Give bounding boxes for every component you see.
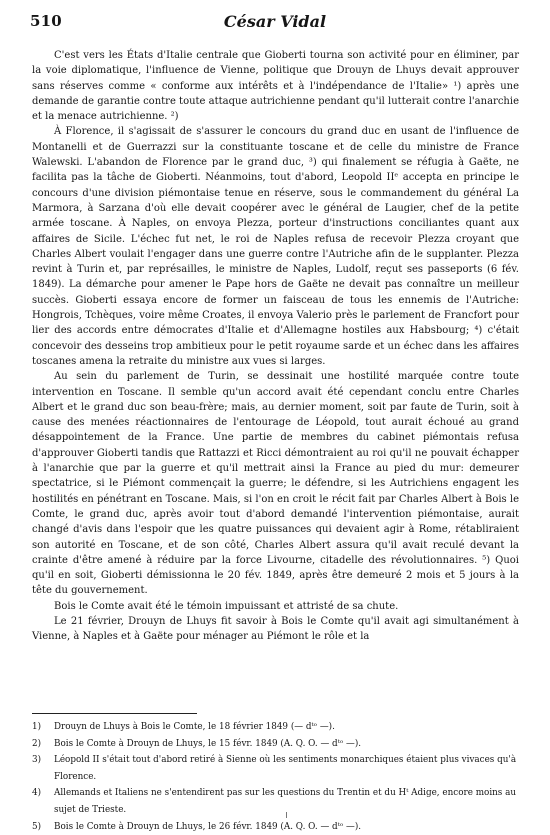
footnote-divider	[32, 713, 197, 714]
footnote	[32, 719, 519, 736]
body-text	[32, 48, 519, 645]
print-speck	[286, 812, 287, 818]
footnote	[32, 819, 519, 835]
footnote-text: Bois le Comte à Drouyn de Lhuys, le 26 févr. 1849 (A. Q. O. — dᵗᵒ —).	[54, 821, 362, 832]
page-number: 510	[30, 12, 62, 30]
body-paragraph: Au sein du parlement de Turin, se dessinait une hostilité marquée contre toute intervention en Toscane. Il semble qu'un accord avait été cependant conclu entre Charles Albert et le grand duc son beau-frère; mais, au dernier moment, soit par faute de Turin, soit à cause des menées réactionnaires de l'entourage de Léopold, tout aurait échoué au grand désappointement de la France. Une partie de membres du cabinet piémontais refusa d'approuver Gioberti tandis que Rattazzi et Ricci démontraient au roi qu'il ne pouvait échapper à l'anarchie que par la guerre et qu'il mettrait ainsi la France au pied du mur: demeurer spectatrice, si le Piémont commençait la guerre; le défendre, si les Autrichiens engagent les hostilités en pénétrant en Toscane. Mais, si l'on en croit le récit fait par Charles Albert à Bois le Comte, le grand duc, après avoir tout d'abord demandé l'intervention piémontaise, aurait changé d'avis dans l'espoir que les quatre puissances qui devaient agir à Rome, rétabliraient son autorité en Toscane, et de son côté, Charles Albert assura qu'il avait reculé devant la crainte d'être amené à réduire par la force Livourne, citadelle des révolutionnaires. ⁵) Quoi qu'il en soit, Gioberti démissionna le 20 fév. 1849, après être demeuré 2 mois et 5 jours à la tête du gouvernement.	[32, 371, 519, 597]
footnote	[32, 736, 519, 753]
body-paragraph: À Florence, il s'agissait de s'assurer le concours du grand duc en usant de l'influence de Montanelli et de Guerrazzi sur la constituante toscane et de celle du ministre de France Walewski. L'abandon de Florence par le grand duc, ³) qui finalement se réfugia à Gaëte, ne facilita pas la tâche de Gioberti. Néanmoins, tout d'abord, Leopold IIᵉ accepta en principe le concours d'une division piémontaise tenue en réserve, sous le commandement du général La Marmora, à Sarzana d'où elle devait coopérer avec le général de Laugier, chef de la petite armée toscane. À Naples, on envoya Plezza, porteur d'instructions conciliantes quant aux affaires de Sicile. L'échec fut net, le roi de Naples refusa de recevoir Plezza croyant que Charles Albert voulait l'engager dans une guerre contre l'Autriche afin de le supplanter. Plezza revint à Turin et, par représailles, le ministre de Naples, Ludolf, reçut ses passeports (6 fév. 1849). La démarche pour amener le Pape hors de Gaëte ne devait pas connaître un meilleur succès. Gioberti essaya encore de former un faisceau de tous les ennemis de l'Autriche: Hongrois, Tchèques, voire même Croates, il envoya Valerio près le parlement de Francfort pour lier des accords entre démocrates d'Italie et d'Allemagne hostiles aux Habsbourg; ⁴) c'était concevoir des desseins trop ambitieux pour le petit royaume sarde et un échec dans les affaires toscanes amena la retraite du ministre aux vues si larges.	[32, 126, 519, 367]
footnote	[32, 752, 519, 785]
footnote-number: 1)	[32, 722, 42, 732]
footnote	[32, 785, 519, 818]
footnotes	[32, 719, 519, 835]
footnote-number: 5)	[32, 821, 42, 832]
footnote-text: Bois le Comte à Drouyn de Lhuys, le 15 févr. 1849 (A. Q. O. — dᵗᵒ —).	[54, 738, 362, 749]
footnote-text: Drouyn de Lhuys à Bois le Comte, le 18 février 1849 (— dᵗᵒ —).	[54, 722, 335, 732]
footnote-number: 2)	[32, 738, 42, 749]
page-header	[30, 12, 520, 36]
running-title: César Vidal	[223, 12, 327, 31]
body-paragraph: Bois le Comte avait été le témoin impuissant et attristé de sa chute.	[54, 600, 399, 612]
body-paragraph: C'est vers les États d'Italie centrale que Gioberti tourna son activité pour en éliminer, par la voie diplomatique, l'influence de Vienne, politique que Drouyn de Lhuys devait approuver sans réserves comme « conforme aux intérêts et à l'indépendance de l'Italie» ¹) après une demande de garantie contre toute attaque autrichienne pendant qu'il lutterait contre l'anarchie et la menace autrichienne. ²)	[32, 50, 519, 123]
footnote-text: Allemands et Italiens ne s'entendirent pas sur les questions du Trentin et du Hᵗ Adige, encore moins au sujet de Trieste.	[54, 788, 517, 815]
footnote-number: 3)	[32, 755, 42, 766]
body-paragraph: Le 21 février, Drouyn de Lhuys fit savoir à Bois le Comte qu'il avait agi simultanément à Vienne, à Naples et à Gaëte pour ménager au Piémont le rôle et la	[32, 615, 519, 643]
footnote-text: Léopold II s'était tout d'abord retiré à Sienne où les sentiments monarchiques étaient plus vivaces qu'à Florence.	[54, 755, 517, 782]
footnote-number: 4)	[32, 788, 42, 799]
